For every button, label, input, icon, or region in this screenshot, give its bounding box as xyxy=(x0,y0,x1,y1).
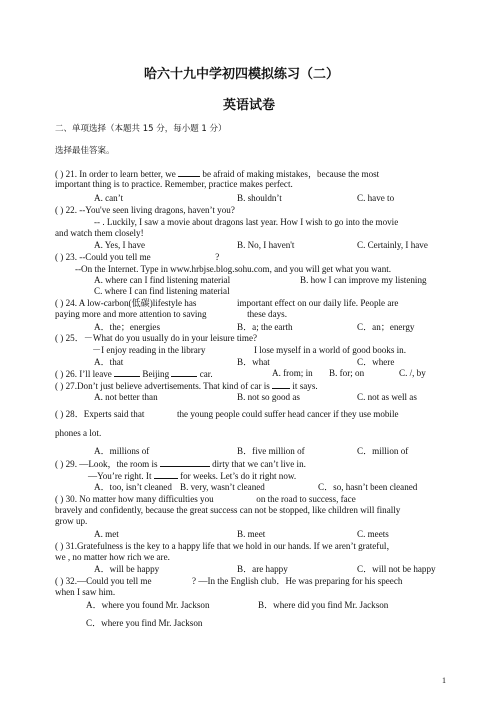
q27-text-b: it says. xyxy=(292,381,318,391)
q29-text-c: —You’re right. It xyxy=(88,471,152,481)
q25-option-b: B．what xyxy=(237,357,270,367)
q27-option-a: A. not better than xyxy=(94,392,158,402)
question-31-line-2: we , no matter how rich we are. xyxy=(55,552,170,562)
question-31-line-1: ( ) 31.Gratefulness is the key to a happy life that we hold in our hands. If we aren’t grateful， xyxy=(55,541,396,551)
question-29-line-2 xyxy=(88,470,296,482)
question-22-line-3: and watch them closely! xyxy=(55,228,144,238)
question-27-line-1 xyxy=(55,380,318,392)
q24-option-a: A．the；energies xyxy=(94,322,160,332)
q26-text-c: car. xyxy=(199,369,213,379)
q23-option-a: A. where can I find listening material xyxy=(94,275,231,285)
question-22-line-2: -- . Luckily, I saw a movie about dragons last year. How I wish to go into the movie xyxy=(94,217,399,227)
q30-text-a: ( ) 30. No matter how many difficulties you xyxy=(55,494,214,504)
q25-text-b: I lose myself in a world of good books in. xyxy=(253,345,407,355)
q26-text-a: ( ) 26. I’ll leave xyxy=(55,369,112,379)
q25-text-a: －I enjoy reading in the library xyxy=(92,345,206,355)
q24-option-b: B．a; the earth xyxy=(237,322,293,332)
q22-option-c: C. Certainly, I have xyxy=(357,240,428,250)
q28-option-b: B．five million of xyxy=(237,446,305,456)
q28-option-c: C．million of xyxy=(357,446,409,456)
q27-blank xyxy=(272,380,290,389)
question-21-line-2: important thing is to practice. Remember, practice makes perfect. xyxy=(55,179,293,189)
question-28-line-2: phones a lot. xyxy=(55,428,102,438)
q23-text-b: ? xyxy=(215,252,220,262)
q23-text-a: ( ) 23. --Could you tell me xyxy=(55,252,151,262)
q22-option-a: A. Yes, I have xyxy=(94,240,146,250)
question-22-line-1: ( ) 22. --You've seen living dragons, haven’t you? xyxy=(55,205,235,215)
q21-option-b: B. shouldn’t xyxy=(237,193,282,203)
q24-option-c: C．an；energy xyxy=(357,322,415,332)
section-heading: 二、单项选择（本题共 15 分，每小题 1 分） xyxy=(55,124,227,134)
q32-text-b: ? —In the English club．He was preparing for his speech xyxy=(192,576,403,586)
question-32-line-2: when I saw him. xyxy=(55,587,116,597)
q26-option-b: B. for; on xyxy=(329,368,365,378)
question-26-line-1 xyxy=(55,368,213,380)
q26-blank-1 xyxy=(114,368,140,377)
q30-option-a: A. met xyxy=(94,529,119,539)
section-instruction: 选择最佳答案。 xyxy=(55,146,115,156)
q27-option-b: B. not so good as xyxy=(237,392,300,402)
q30-option-c: C. meets xyxy=(357,529,389,539)
q28-text-a: ( ) 28．Experts said that xyxy=(55,409,145,419)
q29-text-d: for weeks. Let’s do it right now. xyxy=(180,471,297,481)
q29-option-a: A．too, isn’t cleaned xyxy=(94,482,172,492)
question-30-line-1 xyxy=(55,494,356,505)
q27-text-a: ( ) 27.Don’t just believe advertisements. That kind of car is xyxy=(55,381,270,391)
q32-option-b: B．where did you find Mr. Jackson xyxy=(258,600,389,610)
q30-option-b: B. meet xyxy=(237,529,266,539)
q24-text-c: paying more and more attention to saving xyxy=(55,309,207,319)
q25-option-c: C．where xyxy=(357,357,395,367)
q31-option-b: B．are happy xyxy=(237,564,288,574)
q24-text-a: ( ) 24. A low-carbon(低碳)lifestyle has xyxy=(55,298,197,308)
q30-text-b: on the road to success, face xyxy=(256,494,356,504)
q29-blank-1 xyxy=(160,458,210,467)
page-number: 1 xyxy=(442,676,446,685)
q23-option-b: B. how I can improve my listening xyxy=(300,275,427,285)
q27-option-c: C. not as well as xyxy=(357,392,417,402)
q31-option-a: A．will be happy xyxy=(94,564,160,574)
q28-text-b: the young people could suffer head cancer if they use mobile xyxy=(176,409,399,419)
question-24-line-1 xyxy=(55,298,398,309)
q26-text-b: Beijing xyxy=(142,369,170,379)
q26-option-c: C. /, by xyxy=(399,368,426,378)
q26-blank-2 xyxy=(171,368,197,377)
question-25-line-1: ( ) 25．－What do you usually do in your leisure time? xyxy=(55,333,258,343)
question-30-line-3: grow up. xyxy=(55,516,88,526)
q32-option-c: C．where you find Mr. Jackson xyxy=(86,618,203,628)
q32-text-a: ( ) 32.—Could you tell me xyxy=(55,576,152,586)
q26-option-a: A. from; in xyxy=(272,368,313,378)
q22-option-b: B. No, I haven't xyxy=(237,240,295,250)
question-24-line-2 xyxy=(55,309,287,320)
question-32-line-1 xyxy=(55,576,402,587)
q25-option-a: A．that xyxy=(94,357,124,367)
q24-text-d: these days. xyxy=(247,309,287,319)
q21-option-c: C. have to xyxy=(357,193,395,203)
q21-blank xyxy=(178,168,200,177)
q29-blank-2 xyxy=(154,470,178,479)
question-29-line-1 xyxy=(55,458,306,470)
q29-text-a: ( ) 29. —Look，the room is xyxy=(55,459,158,469)
q21-text-a: ( ) 21. In order to learn better, we xyxy=(55,169,176,179)
q31-option-c: C．will not be happy xyxy=(357,564,436,574)
question-23-line-1 xyxy=(55,252,219,263)
question-23-line-2: --On the Internet. Type in www.hrbjse.blog.sohu.com, and you will get what you want. xyxy=(75,264,392,274)
q32-option-a: A．where you found Mr. Jackson xyxy=(86,600,210,610)
page-title: 哈六十九中学初四模拟练习（二） xyxy=(144,67,340,82)
question-28-line-1 xyxy=(55,409,399,420)
q29-option-c: C．so, hasn’t been cleaned xyxy=(318,482,418,492)
q28-option-a: A．millions of xyxy=(94,446,150,456)
q24-text-b: important effect on our daily life. People are xyxy=(237,298,399,308)
q29-text-b: dirty that we can’t live in. xyxy=(212,459,306,469)
question-30-line-2: bravely and confidently, because the great success can not be stopped, like children will finally xyxy=(55,505,401,515)
question-25-line-2 xyxy=(92,345,406,356)
q21-option-a: A. can’t xyxy=(94,193,124,203)
page-subtitle: 英语试卷 xyxy=(223,98,276,113)
q23-option-c: C. where I can find listening material xyxy=(94,286,230,296)
q21-text-b: be afraid of making mistakes，because the most xyxy=(202,169,380,179)
q29-option-b: B. very, wasn’t cleaned xyxy=(180,482,265,492)
